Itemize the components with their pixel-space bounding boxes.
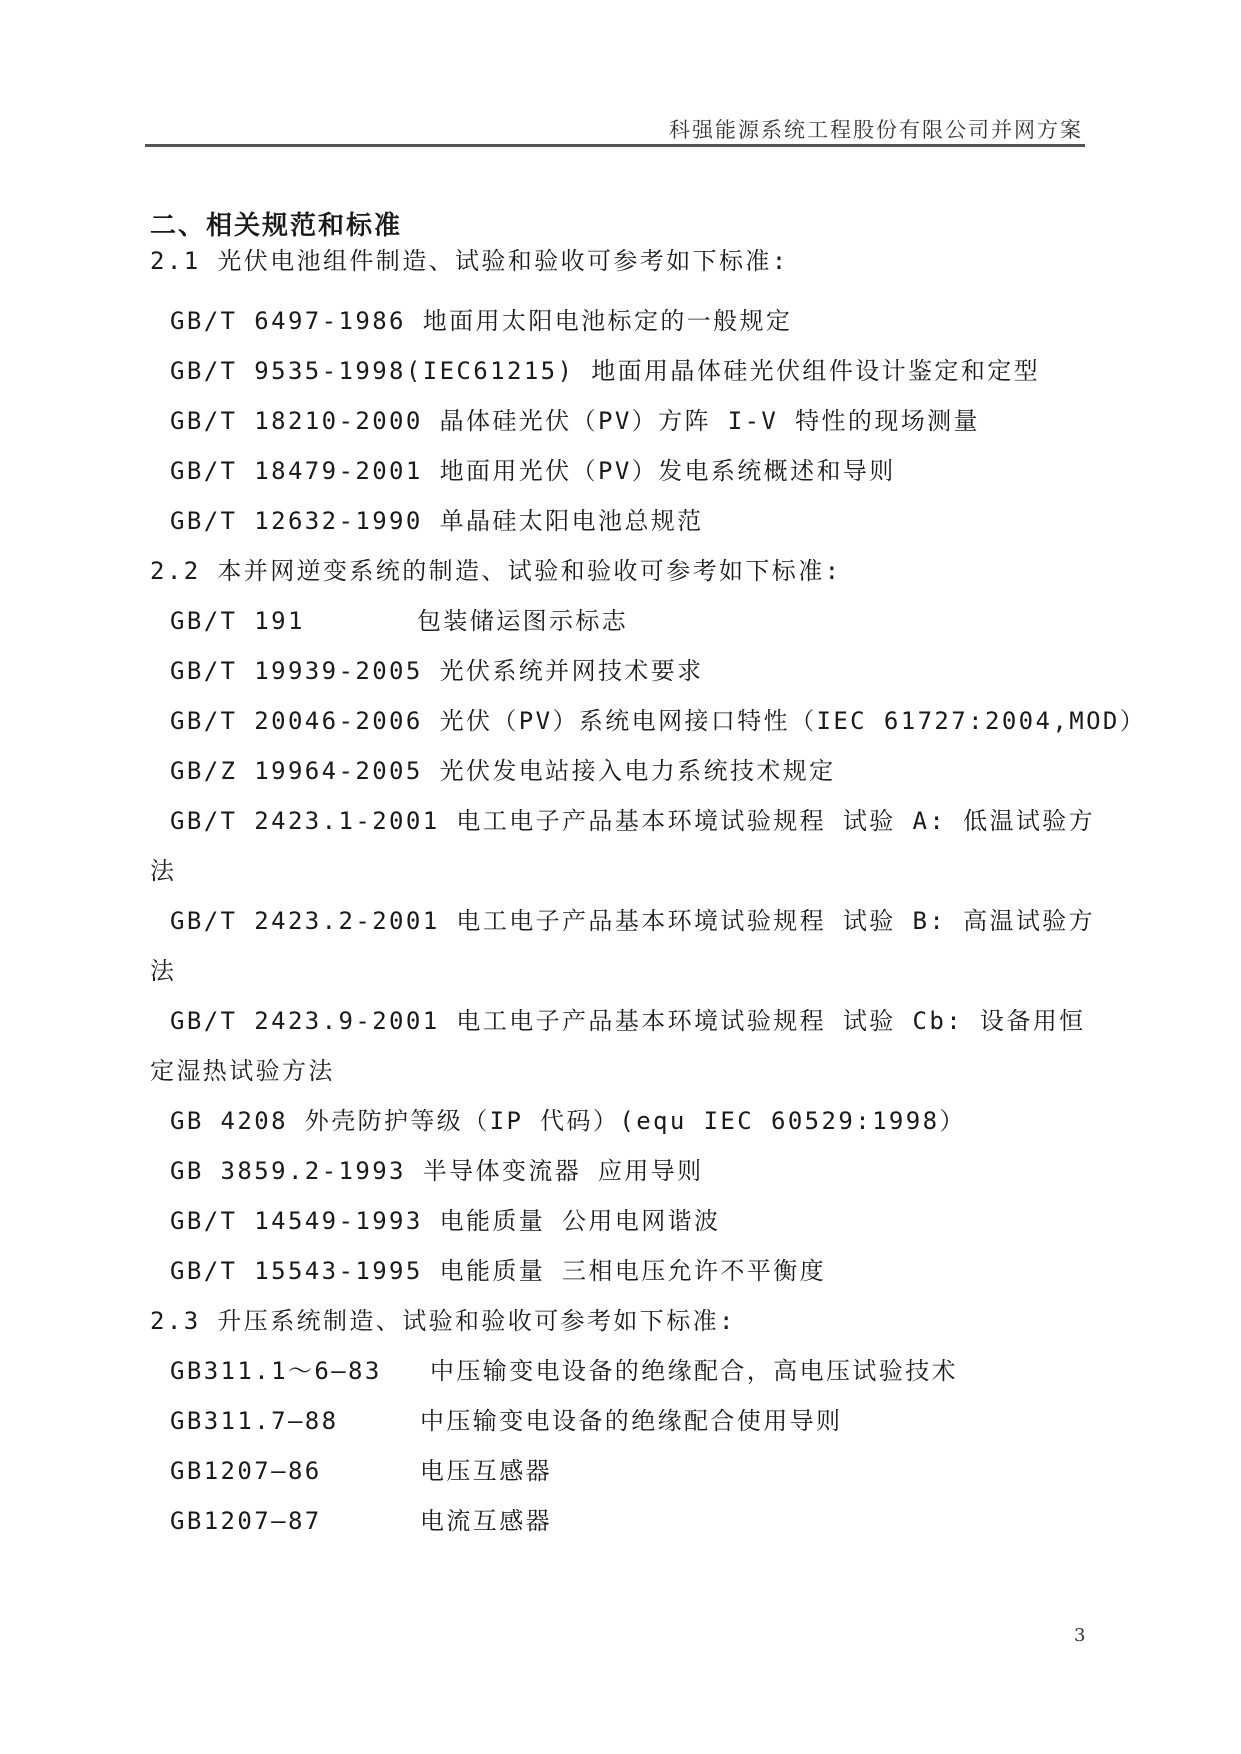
standard-item: [170, 1506, 552, 1536]
subsection-heading-2-1: 2.1 光伏电池组件制造、试验和验收可参考如下标准:: [150, 247, 789, 275]
standard-item: GB/T 2423.1-2001 电工电子产品基本环境试验规程 试验 A: 低温试验方: [170, 807, 1096, 835]
header-divider: [145, 144, 1085, 147]
standard-item: GB/T 15543-1995 电能质量 三相电压允许不平衡度: [170, 1257, 827, 1285]
standard-item: GB/T 18479-2001 地面用光伏（PV）发电系统概述和导则: [170, 457, 896, 485]
page-number: 3: [1074, 1625, 1086, 1646]
standard-description: 电流互感器: [420, 1507, 552, 1535]
standard-code: GB/T 191: [170, 607, 305, 635]
standard-item: GB/T 2423.2-2001 电工电子产品基本环境试验规程 试验 B: 高温试验方: [170, 907, 1096, 935]
standard-code: GB1207—86: [170, 1457, 322, 1485]
section-title: 二、相关规范和标准: [150, 211, 403, 241]
standard-item: GB/Z 19964-2005 光伏发电站接入电力系统技术规定: [170, 757, 836, 785]
standard-item: [170, 1356, 958, 1386]
running-header: 科强能源系统工程股份有限公司并网方案: [669, 118, 1083, 142]
standard-item: GB/T 9535-1998(IEC61215) 地面用晶体硅光伏组件设计鉴定和定型: [170, 357, 1041, 385]
subsection-heading-2-3: 2.3 升压系统制造、试验和验收可参考如下标准:: [150, 1307, 736, 1335]
standard-item-continuation: 法: [150, 957, 177, 985]
standard-item: GB 4208 外壳防护等级（IP 代码）(equ IEC 60529:1998）: [170, 1107, 966, 1135]
standard-description: 中压输变电设备的绝缘配合使用导则: [420, 1407, 843, 1435]
standard-description: 包装储运图示标志: [417, 607, 629, 635]
standard-code: GB311.7—88: [170, 1407, 339, 1435]
standard-description: 电压互感器: [420, 1457, 552, 1485]
standard-item: GB/T 12632-1990 单晶硅太阳电池总规范: [170, 507, 704, 535]
standard-item: [170, 1406, 843, 1436]
standard-item: GB/T 6497-1986 地面用太阳电池标定的一般规定: [170, 307, 793, 335]
standard-item: GB/T 19939-2005 光伏系统并网技术要求: [170, 657, 704, 685]
standard-item-continuation: 定湿热试验方法: [150, 1057, 335, 1085]
standard-item: [170, 606, 629, 636]
standard-item: GB/T 20046-2006 光伏（PV）系统电网接口特性（IEC 61727:2004,MOD）: [170, 707, 1147, 735]
standard-item: GB/T 2423.9-2001 电工电子产品基本环境试验规程 试验 Cb: 设备用恒: [170, 1007, 1086, 1035]
standard-item: GB 3859.2-1993 半导体变流器 应用导则: [170, 1157, 704, 1185]
standard-item: [170, 1456, 552, 1486]
subsection-heading-2-2: 2.2 本并网逆变系统的制造、试验和验收可参考如下标准:: [150, 557, 842, 585]
standard-item: GB/T 18210-2000 晶体硅光伏（PV）方阵 I-V 特性的现场测量: [170, 407, 980, 435]
standard-item-continuation: 法: [150, 857, 177, 885]
standard-code: GB1207—87: [170, 1507, 322, 1535]
standard-code: GB311.1～6—83: [170, 1357, 382, 1385]
standard-description: 中压输变电设备的绝缘配合，高电压试验技术: [430, 1357, 958, 1385]
standard-item: GB/T 14549-1993 电能质量 公用电网谐波: [170, 1207, 721, 1235]
